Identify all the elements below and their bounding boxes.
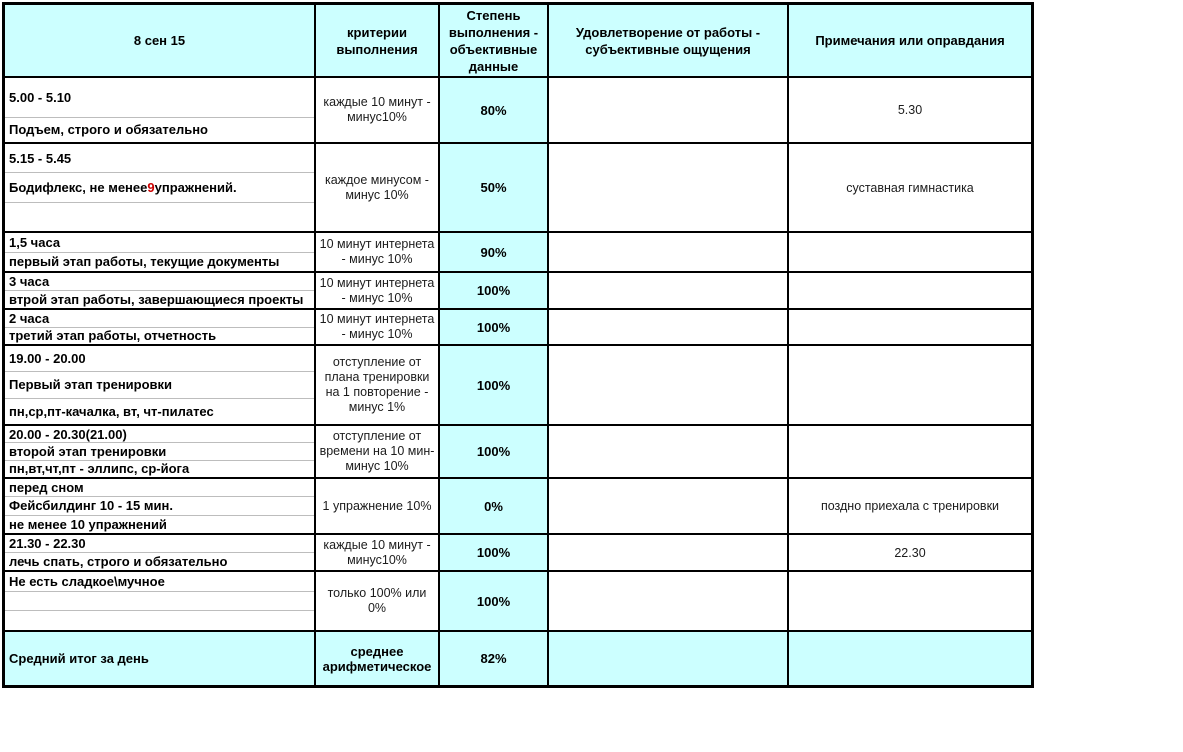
activity-line[interactable]: пн,ср,пт-качалка, вт, чт-пилатес: [9, 403, 214, 419]
table-row: [5, 144, 1031, 233]
activity-cell[interactable]: [5, 310, 316, 344]
satisfaction-header-label: Удовлетворение от работы - субъективные ощущения: [575, 24, 761, 57]
notes-header-label: Примечания или оправдания: [815, 33, 1005, 48]
notes-cell[interactable]: [789, 535, 1031, 570]
criteria-cell[interactable]: [316, 426, 440, 477]
notes-cell[interactable]: [789, 233, 1031, 271]
degree-value: 80%: [480, 102, 507, 118]
degree-cell[interactable]: [440, 144, 549, 231]
notes-cell[interactable]: [789, 144, 1031, 231]
criteria-text: только 100% или 0%: [327, 586, 427, 615]
date-header-label: 8 сен 15: [133, 33, 186, 48]
activity-line[interactable]: 2 часа: [5, 310, 314, 328]
activity-line[interactable]: Подъем, строго и обязательно: [9, 122, 208, 138]
table-row: [5, 346, 1031, 426]
notes-cell[interactable]: [789, 572, 1031, 630]
degree-cell[interactable]: [440, 346, 549, 424]
activity-cell[interactable]: [5, 233, 316, 271]
satisfaction-cell[interactable]: [549, 479, 789, 533]
notes-cell[interactable]: [789, 346, 1031, 424]
activity-line[interactable]: 21.30 - 22.30: [5, 535, 314, 553]
table-row: [5, 273, 1031, 310]
criteria-cell[interactable]: [316, 632, 440, 685]
criteria-header-cell[interactable]: [316, 5, 440, 76]
date-header-cell[interactable]: [5, 5, 316, 76]
notes-text: 22.30: [894, 545, 926, 560]
activity-text-segment: Бодифлекс, не менее: [9, 179, 148, 195]
criteria-header-label: критерии выполнения: [336, 24, 418, 57]
degree-cell[interactable]: [440, 479, 549, 533]
table-row: [5, 479, 1031, 535]
activity-cell[interactable]: [5, 273, 316, 308]
degree-value: 90%: [480, 244, 507, 260]
satisfaction-cell[interactable]: [549, 572, 789, 630]
degree-cell[interactable]: [440, 572, 549, 630]
activity-cell[interactable]: [5, 479, 316, 533]
criteria-text: отступление от времени на 10 мин- минус 10%: [319, 429, 435, 473]
degree-value: 82%: [480, 651, 507, 666]
table-row: [5, 78, 1031, 144]
criteria-text: 10 минут интернета - минус 10%: [319, 237, 435, 266]
criteria-text: среднее арифметическое: [322, 643, 432, 674]
satisfaction-cell[interactable]: [549, 273, 789, 308]
satisfaction-cell[interactable]: [549, 310, 789, 344]
criteria-cell[interactable]: [316, 144, 440, 231]
criteria-text: отступление от плана тренировки на 1 повторение - минус 1%: [324, 355, 430, 414]
criteria-text: каждые 10 минут - минус10%: [323, 95, 431, 124]
degree-value: 100%: [476, 319, 511, 335]
criteria-cell[interactable]: [316, 273, 440, 308]
notes-cell[interactable]: [789, 78, 1031, 142]
activity-line[interactable]: второй этап тренировки: [5, 443, 314, 460]
criteria-cell[interactable]: [316, 346, 440, 424]
degree-value: 50%: [480, 180, 507, 195]
activity-line[interactable]: Не есть сладкое\мучное: [5, 572, 314, 592]
activity-line[interactable]: 1,5 часа: [5, 233, 314, 253]
notes-text: поздно приехала с тренировки: [820, 499, 1000, 513]
activity-cell[interactable]: [5, 346, 316, 424]
degree-cell[interactable]: [440, 426, 549, 477]
daily-discipline-table: [2, 2, 1034, 688]
satisfaction-cell[interactable]: [549, 346, 789, 424]
activity-line[interactable]: 5.00 - 5.10: [5, 78, 314, 118]
criteria-text: каждое минусом - минус 10%: [325, 172, 429, 202]
notes-cell[interactable]: [789, 632, 1031, 685]
degree-header-cell[interactable]: [440, 5, 549, 76]
activity-line[interactable]: 3 часа: [5, 273, 314, 291]
degree-cell[interactable]: [440, 632, 549, 685]
activity-line[interactable]: не менее 10 упражнений: [9, 516, 167, 532]
activity-line[interactable]: пн,вт,чт,пт - эллипс, ср-йога: [9, 461, 190, 477]
spreadsheet-area: [2, 2, 1034, 688]
satisfaction-cell[interactable]: [549, 632, 789, 685]
activity-cell[interactable]: [5, 572, 316, 630]
degree-value: 100%: [476, 545, 511, 560]
summary-row: [5, 632, 1031, 685]
degree-cell[interactable]: [440, 233, 549, 271]
satisfaction-cell[interactable]: [549, 144, 789, 231]
notes-text: суставная гимнастика: [846, 180, 974, 195]
activity-line[interactable]: перед сном: [5, 479, 314, 497]
activity-cell[interactable]: [5, 426, 316, 477]
activity-line[interactable]: лечь спать, строго и обязательно: [9, 554, 228, 569]
table-row: [5, 572, 1031, 632]
notes-cell[interactable]: [789, 273, 1031, 308]
criteria-cell[interactable]: [316, 233, 440, 271]
notes-cell[interactable]: [789, 310, 1031, 344]
degree-header-label: Степень выполнения - объективные данные: [448, 7, 539, 74]
degree-value: 100%: [476, 377, 511, 393]
activity-cell[interactable]: [5, 632, 316, 685]
activity-line[interactable]: Первый этап тренировки: [5, 372, 314, 398]
table-row: [5, 233, 1031, 273]
criteria-cell[interactable]: [316, 78, 440, 142]
degree-value: 100%: [476, 444, 511, 459]
activity-line[interactable]: Фейсбилдинг 10 - 15 мин.: [5, 497, 314, 515]
activity-text-segment: 9: [147, 179, 155, 195]
activity-line[interactable]: Средний итог за день: [9, 651, 149, 666]
criteria-cell[interactable]: [316, 479, 440, 533]
activity-line[interactable]: 5.15 - 5.45: [5, 144, 314, 173]
satisfaction-header-cell[interactable]: [549, 5, 789, 76]
activity-cell[interactable]: [5, 78, 316, 142]
satisfaction-cell[interactable]: [549, 535, 789, 570]
degree-value: 100%: [476, 593, 511, 609]
activity-line[interactable]: первый этап работы, текущие документы: [9, 254, 280, 270]
criteria-text: каждые 10 минут - минус10%: [323, 537, 431, 567]
activity-line[interactable]: 20.00 - 20.30(21.00): [5, 426, 314, 443]
activity-cell[interactable]: [5, 144, 316, 231]
notes-cell[interactable]: [789, 479, 1031, 533]
table-row: [5, 426, 1031, 479]
satisfaction-cell[interactable]: [549, 233, 789, 271]
degree-value: 100%: [476, 283, 511, 298]
satisfaction-cell[interactable]: [549, 78, 789, 142]
table-header-row: [5, 5, 1031, 78]
table-row: [5, 535, 1031, 572]
degree-cell[interactable]: [440, 78, 549, 142]
activity-line[interactable]: втрой этап работы, завершающиеся проекты: [9, 292, 304, 307]
criteria-text: 10 минут интернета - минус 10%: [319, 312, 435, 341]
activity-line[interactable]: [5, 592, 314, 612]
activity-line[interactable]: 19.00 - 20.00: [5, 346, 314, 372]
activity-line[interactable]: [5, 173, 314, 202]
activity-line[interactable]: [5, 203, 314, 231]
criteria-cell[interactable]: [316, 572, 440, 630]
criteria-cell[interactable]: [316, 310, 440, 344]
criteria-cell[interactable]: [316, 535, 440, 570]
table-body: [5, 78, 1031, 685]
notes-text: 5.30: [897, 103, 923, 117]
table-row: [5, 310, 1031, 346]
criteria-text: 10 минут интернета - минус 10%: [319, 275, 435, 305]
degree-cell[interactable]: [440, 535, 549, 570]
activity-text-segment: упражнений.: [154, 179, 237, 195]
degree-cell[interactable]: [440, 310, 549, 344]
degree-value: 0%: [484, 498, 503, 514]
notes-header-cell[interactable]: [789, 5, 1031, 76]
activity-line[interactable]: [5, 611, 314, 630]
notes-cell[interactable]: [789, 426, 1031, 477]
activity-line[interactable]: третий этап работы, отчетность: [9, 328, 217, 344]
satisfaction-cell[interactable]: [549, 426, 789, 477]
criteria-text: 1 упражнение 10%: [322, 498, 432, 513]
degree-cell[interactable]: [440, 273, 549, 308]
activity-cell[interactable]: [5, 535, 316, 570]
